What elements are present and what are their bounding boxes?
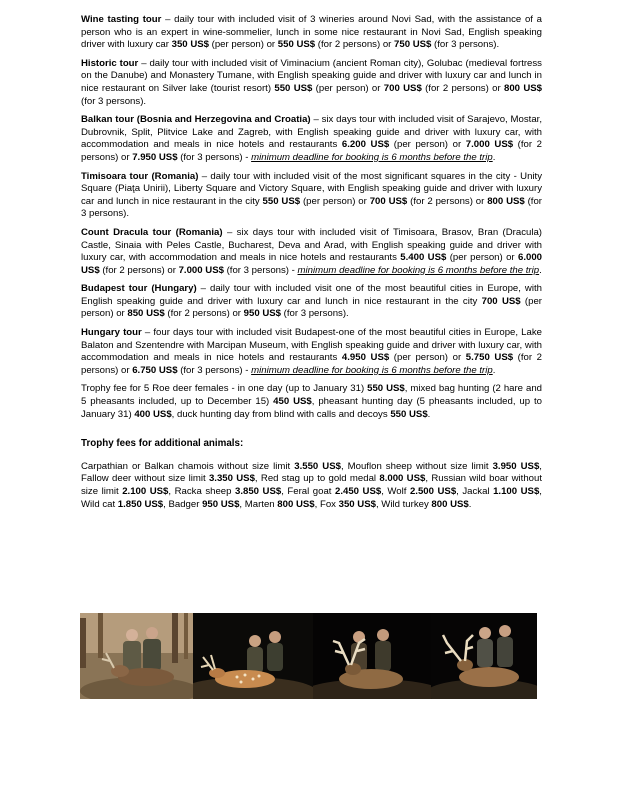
text-run: – daily tour with included visit of 3 wineries around Novi Sad, with the assistance of a person who is an expert in wine-sommelier, lunch in some nice restaurant in Novi Sad, English speaking driver with luxury car [81,14,543,51]
text-run: (for 2 persons) or [81,139,543,163]
price-or-title: Wine tasting tour [81,14,162,25]
text-run: , duck hunting day from blind with calls and decoys [171,408,391,420]
text-run: , Wild turkey [375,498,432,510]
price-or-title: 400 US$ [134,408,172,420]
text-run: – daily tour with included visit one of the most beautiful cities in Europe, with English speaking guide and driver with luxury car and lunch in nice restaurant in the city [81,283,542,307]
tour-paragraph [81,227,542,277]
price-or-title: 2.100 US$ [122,486,169,497]
price-or-title: 800 US$ [277,498,315,510]
price-or-title: 6.200 US$ [341,139,390,151]
price-or-title: 8.000 US$ [379,473,426,485]
text-run: , Jackal [456,486,494,497]
price-or-title: 3.350 US$ [208,473,255,485]
price-or-title: 7.000 US$ [178,264,224,276]
tour-list [81,14,542,421]
trophy-fees-paragraph [81,461,542,511]
text-run: (for 2 persons) or [421,82,504,94]
trophy-fees-heading: Trophy fees for additional animals: [81,438,244,450]
tour-paragraph [81,14,542,52]
price-or-title: 550 US$ [277,39,316,51]
price-or-title: 7.000 US$ [465,139,514,151]
price-or-title: Historic tour [81,57,139,69]
price-or-title: 2.500 US$ [409,486,457,497]
price-or-title: Balkan tour (Bosnia and Herzegovina and Croatia) [81,114,311,126]
text-run: (for 3 persons). [81,195,542,220]
price-or-title: 5.750 US$ [465,352,514,364]
price-or-title: 950 US$ [243,308,281,320]
price-or-title: 750 US$ [394,39,432,51]
text-run: (per person) or [389,352,466,364]
text-run: , Wolf [381,486,410,497]
price-or-title: 800 US$ [431,498,469,510]
text-run: , Racka sheep [168,486,235,497]
text-run: . [539,264,542,276]
text-run: – six days tour with included visit of Sarajevo, Mostar, Dubrovnik, Split, Plitvice Lake and Zagreb, with English speaking guide and driver with luxury car, with accommodation and meals in nice hotels and restaurants [81,114,542,151]
text-run: – daily tour with included visit of Viminacium (ancient Roman city), Golubac (medieval fortress on the Danube) and Monastery Tumane, with English speaking guide and driver with luxury car and lunch in nice restaurant on Silver lake (tourist resort) [81,57,542,94]
tour-paragraph [81,383,542,421]
text-run: (for 3 persons). [281,308,349,320]
price-or-title: 700 US$ [481,295,521,307]
text-run: (per person) or [312,82,384,94]
price-or-title: Hungary tour [81,327,142,339]
price-or-title: 3.850 US$ [235,486,282,497]
price-or-title: Count Dracula tour (Romania) [81,226,223,238]
text-run: (for 3 persons) - [223,264,298,276]
text-run: – six days tour with included visit of Timisoara, Brasov, Bran (Dracula) Castle, Sinaia with Peles Castle, Bucharest, Deva and Arad, with English speaking guide and driver with luxury car, with accommodation and meals in nice hotels and restaurants [81,226,543,264]
text-run: (for 3 persons). [431,39,500,51]
tour-paragraph [81,114,542,164]
price-or-title: Timisoara tour (Romania) [81,170,199,182]
tour-paragraph [81,58,542,108]
document-body [81,14,542,517]
text-run: (for 3 persons) - [177,364,252,376]
tour-paragraph [81,283,542,321]
text-run: , Fox [314,498,339,510]
price-or-title: 450 US$ [273,396,312,408]
text-run: – four days tour with included visit Budapest-one of the most beautiful cities in Europe, Lake Balaton and Szentendre with Marcipan Museum, with English speaking guide and driver with luxury car, with accommodation and meals in nice hotels and restaurants [81,327,542,364]
text-run: , Fallow deer without size limit [81,460,542,485]
price-or-title: Budapest tour (Hungary) [81,283,197,295]
text-run: , Red stag up to gold medal [254,473,380,485]
price-or-title: 700 US$ [369,195,408,207]
text-run: , Badger [163,498,203,510]
price-or-title: 550 US$ [367,383,405,395]
photo-fallow-buck-night-2 [431,613,537,699]
text-run: . [468,498,472,510]
text-run: (per person) or [389,139,466,151]
text-run: (for 2 persons) or [164,308,244,320]
price-or-title: 800 US$ [503,82,542,94]
text-run: . [492,151,496,163]
photo-strip [80,613,537,699]
text-run: (for 3 persons). [81,95,147,107]
price-or-title: 5.400 US$ [400,252,447,264]
price-or-title: 550 US$ [262,195,301,207]
text-run: , pheasant hunting day (5 pheasants included, up to January 31) [81,396,542,420]
price-or-title: 350 US$ [338,498,376,510]
text-run: . [427,408,431,420]
price-or-title: 950 US$ [202,498,240,510]
text-run: (for 2 persons) or [81,352,543,376]
price-or-title: 550 US$ [274,82,313,94]
text-run: , Russian wild boar without size limit [81,473,543,497]
text-run: , mixed bag hunting (2 hare and 5 pheasants included, up to December 15) [81,383,542,408]
booking-deadline-note: minimum deadline for booking is 6 months before the trip [297,264,540,276]
text-run: Carpathian or Balkan chamois without size limit [81,460,295,472]
price-or-title: 3.550 US$ [294,460,341,472]
price-or-title: 3.950 US$ [492,460,540,472]
text-run: (per person) or [208,39,278,51]
price-or-title: 850 US$ [127,308,165,320]
price-or-title: 550 US$ [390,408,428,420]
text-run: , Mouflon sheep without size limit [340,460,493,472]
text-run: (for 2 persons) or [99,264,179,276]
text-run: (per person) or [300,195,370,207]
text-run: . [492,364,496,376]
price-or-title: 6.000 US$ [81,252,542,276]
text-run: , Marten [239,498,278,510]
tour-paragraph [81,327,542,377]
text-run: , Feral goat [281,486,335,497]
price-or-title: 1.850 US$ [117,498,164,510]
price-or-title: 7.950 US$ [132,151,178,163]
booking-deadline-note: minimum deadline for booking is 6 months before the trip [251,151,493,163]
photo-spotted-deer-night [193,613,313,699]
text-run: (for 2 persons) or [407,195,488,207]
text-run: (per person) or [81,295,542,320]
photo-fallow-buck-night [313,613,431,699]
price-or-title: 2.450 US$ [335,486,382,497]
price-or-title: 700 US$ [383,82,422,94]
booking-deadline-note: minimum deadline for booking is 6 months before the trip [251,364,493,376]
photo-hunters-daylight [80,613,193,699]
text-run: (per person) or [446,252,518,264]
text-run: (for 3 persons) - [177,151,252,163]
price-or-title: 4.950 US$ [341,352,390,364]
price-or-title: 1.100 US$ [493,486,540,497]
price-or-title: 6.750 US$ [132,364,178,376]
price-or-title: 350 US$ [171,39,209,51]
tour-paragraph [81,171,542,221]
text-run: Trophy fee for 5 Roe deer females - in one day (up to January 31) [81,383,368,395]
text-run: , Wild cat [81,486,542,510]
price-or-title: 800 US$ [487,195,525,207]
text-run: (for 2 persons) or [315,39,395,51]
text-run: – daily tour with included visit of the most significant squares in the city - Unity Square (Piaţa Unirii), Liberty Square and Victory Square, with English speaking guide and driver with luxury car and lunch in nice restaurant in the city [81,170,542,207]
